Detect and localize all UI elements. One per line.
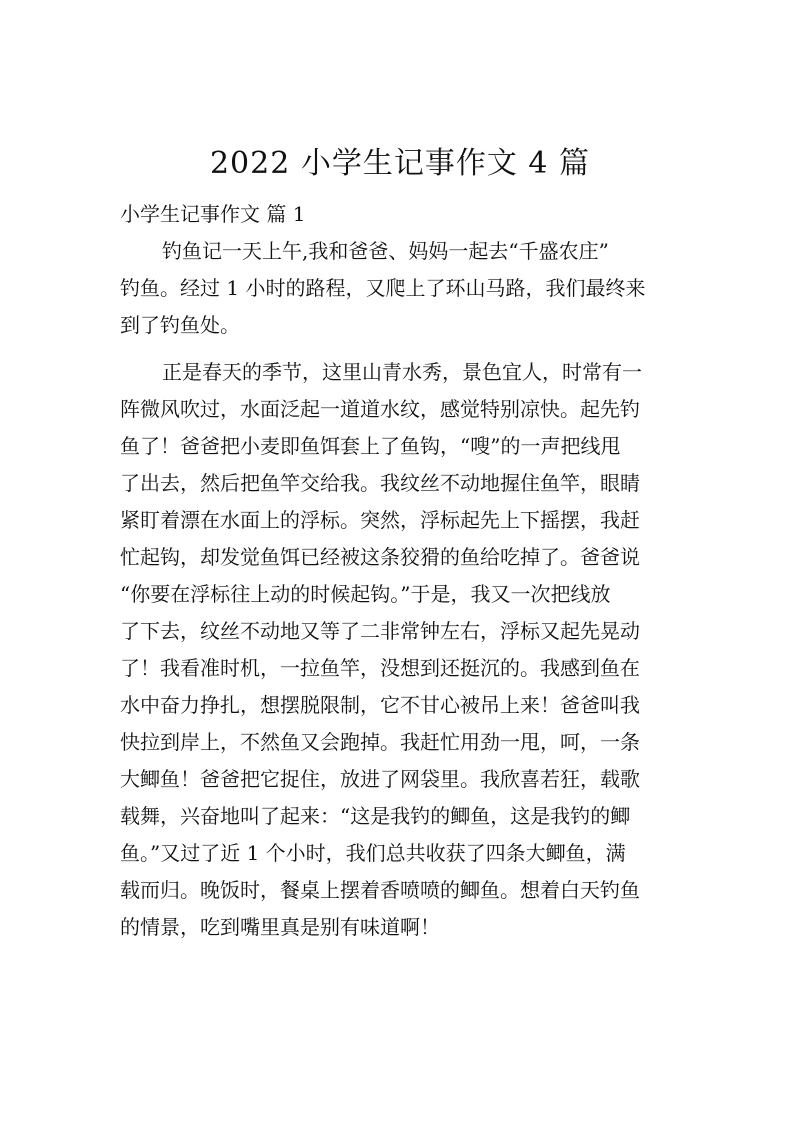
paragraph-line: 钓鱼。经过 1 小时的路程，又爬上了环山马路，我们最终来 [120, 276, 646, 300]
paragraph-line: 大鲫鱼！爸爸把它捉住，放进了网袋里。我欣喜若狂，载歌 [120, 767, 640, 791]
paragraph-line: 载而归。晚饭时，餐桌上摆着香喷喷的鲫鱼。想着白天钓鱼 [120, 878, 640, 902]
paragraph-line: 快拉到岸上，不然鱼又会跑掉。我赶忙用劲一甩，呵，一条 [120, 730, 640, 754]
paragraph-line: 钓鱼记一天上午,我和爸爸、妈妈一起去“千盛农庄” [162, 239, 609, 263]
section-heading: 小学生记事作文 篇 1 [120, 202, 306, 226]
paragraph-line: 了！我看准时机，一拉鱼竿，没想到还挺沉的。我感到鱼在 [120, 656, 640, 680]
paragraph-1 [120, 233, 680, 344]
paragraph-line: 鱼。”又过了近 1 个小时，我们总共收获了四条大鲫鱼，满 [120, 841, 626, 865]
paragraph-line: 忙起钩，却发觉鱼饵已经被这条狡猾的鱼给吃掉了。爸爸说 [120, 545, 640, 569]
paragraph-line: 鱼了！爸爸把小麦即鱼饵套上了鱼钩，“嗖”的一声把线甩 [120, 434, 621, 458]
paragraph-line: 正是春天的季节，这里山青水秀，景色宜人，时常有一 [162, 360, 642, 384]
paragraph-line: 阵微风吹过，水面泛起一道道水纹，感觉特别凉快。起先钓 [120, 397, 640, 421]
paragraph-line: “你要在浮标往上动的时候起钩。”于是，我又一次把线放 [120, 582, 611, 606]
paragraph-line: 水中奋力挣扎，想摆脱限制，它不甘心被吊上来！爸爸叫我 [120, 693, 640, 717]
paragraph-2 [120, 354, 680, 946]
paragraph-line: 到了钓鱼处。 [120, 313, 240, 337]
document-title: 2022 小学生记事作文 4 篇 [209, 146, 591, 182]
paragraph-line: 载舞，兴奋地叫了起来：“这是我钓的鲫鱼，这是我钓的鲫 [120, 804, 631, 828]
paragraph-line: 的情景，吃到嘴里真是别有味道啊！ [120, 915, 440, 939]
essay-body [120, 233, 680, 956]
paragraph-line: 了下去，纹丝不动地又等了二非常钟左右，浮标又起先晃动 [120, 619, 640, 643]
paragraph-line: 紧盯着漂在水面上的浮标。突然，浮标起先上下摇摆，我赶 [120, 508, 640, 532]
paragraph-line: 了出去，然后把鱼竿交给我。我纹丝不动地握住鱼竿，眼睛 [120, 471, 640, 495]
